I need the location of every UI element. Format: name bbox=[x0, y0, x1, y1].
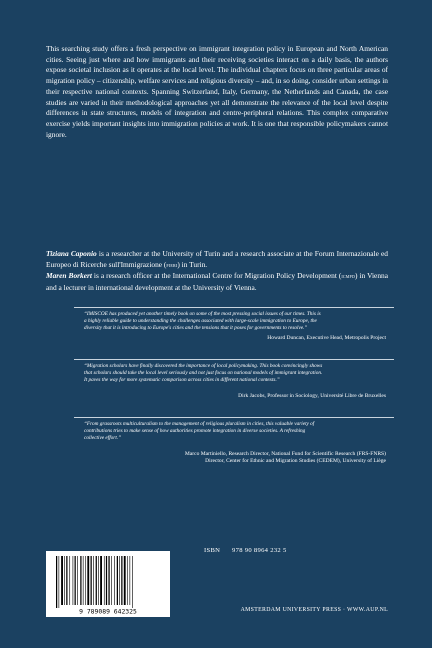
author-bio-text: is a researcher at the University of Turin and a research associate at the Forum Internazionale ed Europeo di Ricerche sull'Immigrazione ( bbox=[46, 249, 389, 269]
author-name: Maren Borkert bbox=[46, 271, 92, 281]
barcode-bar bbox=[85, 556, 86, 605]
endorsement-quote bbox=[84, 311, 386, 333]
barcode-bar bbox=[56, 556, 57, 608]
quote-line: contributions tries to make sense of how authorities promote integration in diverse societies. A refreshing bbox=[84, 428, 306, 435]
author-name: Tiziana Caponio bbox=[46, 249, 97, 258]
barcode-bar bbox=[87, 556, 89, 605]
quote-line: “Migration scholars have finally discovered the importance of local policymaking. This book convincingly shows bbox=[84, 363, 323, 369]
barcode-bar bbox=[93, 556, 94, 605]
barcode-bar bbox=[66, 556, 67, 605]
org-acronym: icmpd bbox=[341, 273, 356, 281]
endorsement-attribution bbox=[76, 393, 386, 400]
quote-divider bbox=[74, 359, 394, 360]
endorsement-quote bbox=[84, 421, 386, 443]
barcode-bar bbox=[73, 556, 74, 605]
quote-line: collective effort.” bbox=[84, 435, 122, 442]
barcode-bar bbox=[64, 556, 65, 605]
attribution-line: Howard Duncan, Executive Head, Metropolis Project bbox=[267, 335, 386, 341]
barcode-bar bbox=[98, 556, 99, 605]
barcode-bar bbox=[100, 556, 102, 605]
barcode-bar bbox=[130, 556, 131, 605]
org-acronym: fieri bbox=[166, 261, 178, 269]
barcode-bar bbox=[127, 556, 128, 605]
barcode bbox=[46, 551, 170, 617]
barcode-bar bbox=[119, 556, 120, 605]
quote-line: It paves the way for more systematic comparison across cities in different national contexts.” bbox=[84, 377, 280, 384]
author-bio-text: ) in Vienna and a lecturer in international development at the University of Vienna. bbox=[46, 271, 388, 293]
barcode-bars-graphic bbox=[46, 551, 170, 617]
author-bio bbox=[46, 249, 388, 271]
barcode-bar bbox=[132, 556, 133, 608]
barcode-bar bbox=[75, 556, 76, 605]
barcode-bar bbox=[121, 556, 122, 605]
barcode-bar bbox=[91, 556, 92, 605]
barcode-bar bbox=[108, 556, 109, 605]
isbn-number: 978 90 8964 232 5 bbox=[232, 547, 287, 554]
book-blurb: This searching study offers a fresh perspective on immigrant integration policy in European and North American cities. Seeing just where and how immigrants and their receiving societies interact on a daily basis, the authors expose societal inclusion as it operates at the local level. The individual chapters focus on three particular areas of migration policy – citizenship, welfare services and religious diversity – and, in so doing, consider urban settings in their respective national contexts. Spanning Switzerland, Italy, Germany, the Netherlands and Canada, the case studies are varied in their methodological approaches yet all demonstrate the relevance of the local level despite differences in state structures, models of integration and centre-peripheral relations. This complex comparative exercise yields important insights into immigration policies at work. It is one that responsible policymakers cannot ignore. bbox=[46, 44, 388, 139]
barcode-digits: 9 789089 642325 bbox=[79, 607, 137, 616]
barcode-bar bbox=[59, 556, 60, 608]
endorsement-attribution bbox=[76, 335, 386, 342]
attribution-line: Director, Center for Ethnic and Migration Studies (CEDEM), University of Liège bbox=[205, 458, 386, 465]
publisher-imprint: AMSTERDAM UNIVERSITY PRESS · WWW.AUP.NL bbox=[240, 607, 388, 613]
isbn-label: ISBN bbox=[204, 547, 221, 554]
barcode-bar bbox=[69, 556, 70, 605]
barcode-bar bbox=[106, 556, 107, 605]
barcode-bar bbox=[61, 556, 63, 605]
barcode-bar bbox=[111, 556, 112, 605]
attribution-line: Marco Martiniello, Research Director, National Fund for Scientific Research (FRS-FNRS) bbox=[184, 451, 386, 457]
barcode-bar bbox=[124, 556, 126, 605]
quote-line: “IMISCOE has produced yet another timely book on some of the most pressing social issues of our times. This is bbox=[84, 311, 321, 317]
author-bio-text: is a research officer at the International Centre for Migration Policy Development ( bbox=[91, 271, 342, 281]
quote-line: that scholars should take the local level seriously and not just focus on national models of immigrant integration. bbox=[84, 370, 323, 377]
quote-divider bbox=[74, 307, 394, 308]
endorsement-attribution bbox=[76, 451, 386, 466]
quote-divider bbox=[74, 417, 394, 418]
barcode-bar bbox=[117, 556, 118, 605]
attribution-line: Dirk Jacobs, Professor in Sociology, Université Libre de Bruxelles bbox=[238, 393, 386, 399]
endorsement-quote bbox=[84, 363, 386, 385]
quote-line: “From grassroots multiculturalism to the management of religious pluralism in cities, this valuable variety of bbox=[84, 421, 315, 427]
author-bios bbox=[46, 249, 388, 294]
barcode-bar bbox=[114, 556, 115, 605]
quote-line: a highly reliable guide to understanding the challenges associated with large-scale immigration to Europe, the bbox=[84, 318, 317, 325]
barcode-bar bbox=[104, 556, 105, 605]
barcode-bar bbox=[80, 556, 81, 605]
author-bio bbox=[46, 271, 388, 293]
author-bio-text: ) in Turin. bbox=[177, 259, 208, 269]
barcode-bar bbox=[83, 556, 84, 605]
barcode-bar bbox=[77, 556, 78, 605]
barcode-bar bbox=[96, 556, 97, 605]
quote-line: diversity that it is introducing to Europe's cities and the tensions that it poses for governments to resolve.” bbox=[84, 325, 308, 332]
